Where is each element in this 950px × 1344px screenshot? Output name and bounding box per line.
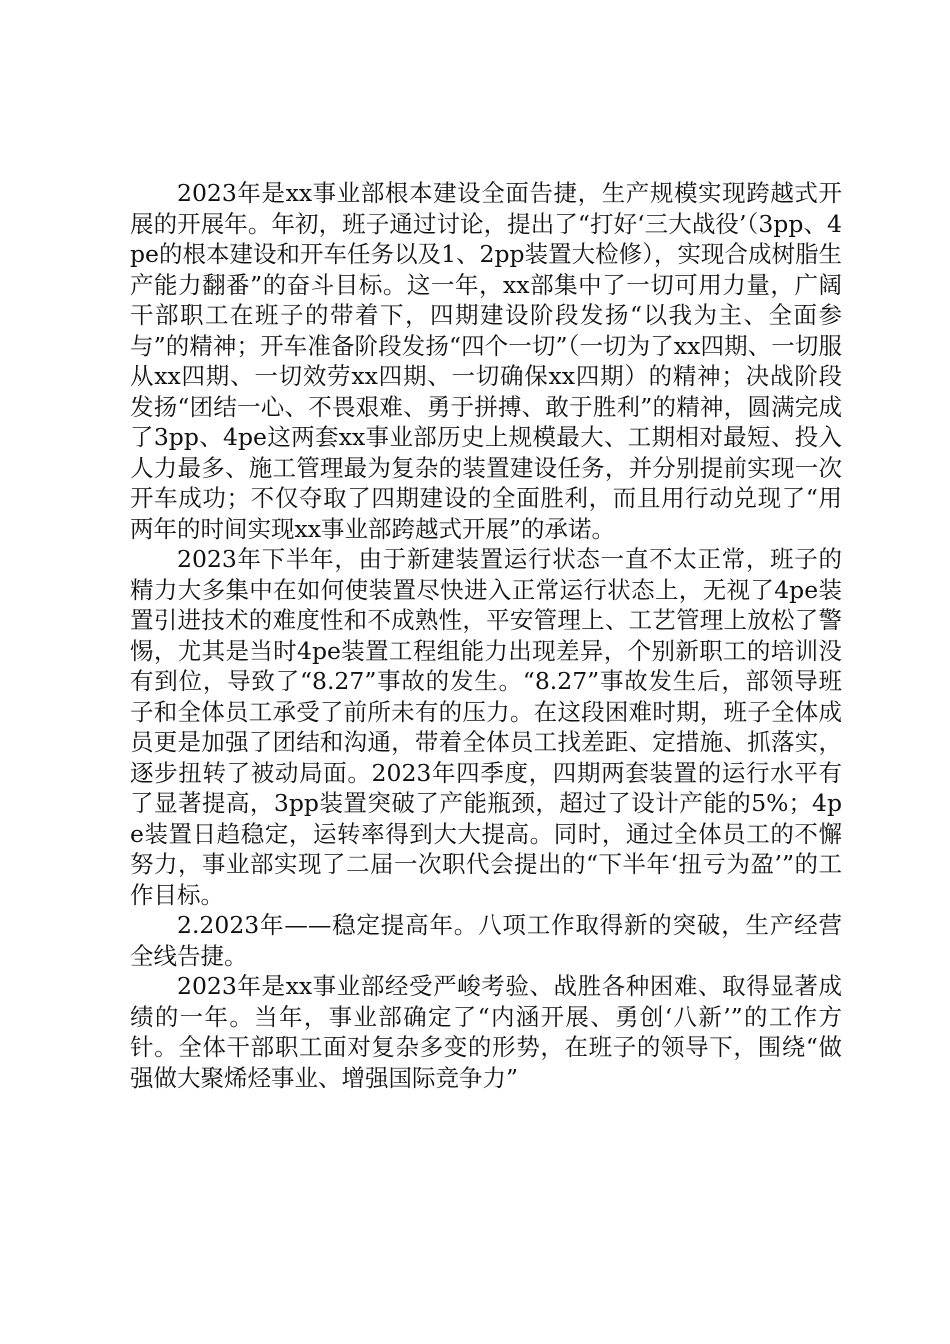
paragraph-1: 2023年是xx事业部根本建设全面告捷，生产规模实现跨越式开展的开展年。年初，班子通过讨论，提出了“打好‘三大战役’（3pp、4pe的根本建设和开车任务以及1、2pp装置大检修），实现合成树脂生产能力翻番”的奋斗目标。这一年，xx部集中了一切可用力量，广阔干部职工在班子的带着下，四期建设阶段发扬“以我为主、全面参与”的精神；开车准备阶段发扬“四个一切”（一切为了xx四期、一切服从xx四期、一切效劳xx四期、一切确保xx四期）的精神；决战阶段发扬“团结一心、不畏艰难、勇于拼搏、敢于胜利”的精神，圆满完成了3pp、4pe这两套xx事业部历史上规模最大、工期相对最短、投入人力最多、施工管理最为复杂的装置建设任务，并分别提前实现一次开车成功；不仅夺取了四期建设的全面胜利，而且用行动兑现了“用两年的时间实现xx事业部跨越式开展”的承诺。 bbox=[130, 179, 842, 543]
document-body bbox=[130, 178, 842, 1093]
paragraph-4: 2023年是xx事业部经受严峻考验、战胜各种困难、取得显著成绩的一年。当年，事业部确定了“内涵开展、勇创‘八新’”的工作方针。全体干部职工面对复杂多变的形势，在班子的领导下，围绕“做强做大聚烯烃事业、增强国际竞争力” bbox=[130, 972, 842, 1092]
paragraph-3-heading: 2.2023年——稳定提高年。八项工作取得新的突破，生产经营全线告捷。 bbox=[130, 911, 842, 970]
paragraph-2: 2023年下半年，由于新建装置运行状态一直不太正常，班子的精力大多集中在如何使装置尽快进入正常运行状态上，无视了4pe装置引进技术的难度性和不成熟性，平安管理上、工艺管理上放松了警惕，尤其是当时4pe装置工程组能力出现差异，个别新职工的培训没有到位，导致了“8.27”事故的发生。“8.27”事故发生后，部领导班子和全体员工承受了前所未有的压力。在这段困难时期，班子全体成员更是加强了团结和沟通，带着全体员工找差距、定措施、抓落实，逐步扭转了被动局面。2023年四季度，四期两套装置的运行水平有了显著提高，3pp装置突破了产能瓶颈，超过了设计产能的5%；4pe装置日趋稳定，运转率得到大大提高。同时，通过全体员工的不懈努力，事业部实现了二届一次职代会提出的“下半年‘扭亏为盈’”的工作目标。 bbox=[130, 545, 842, 909]
